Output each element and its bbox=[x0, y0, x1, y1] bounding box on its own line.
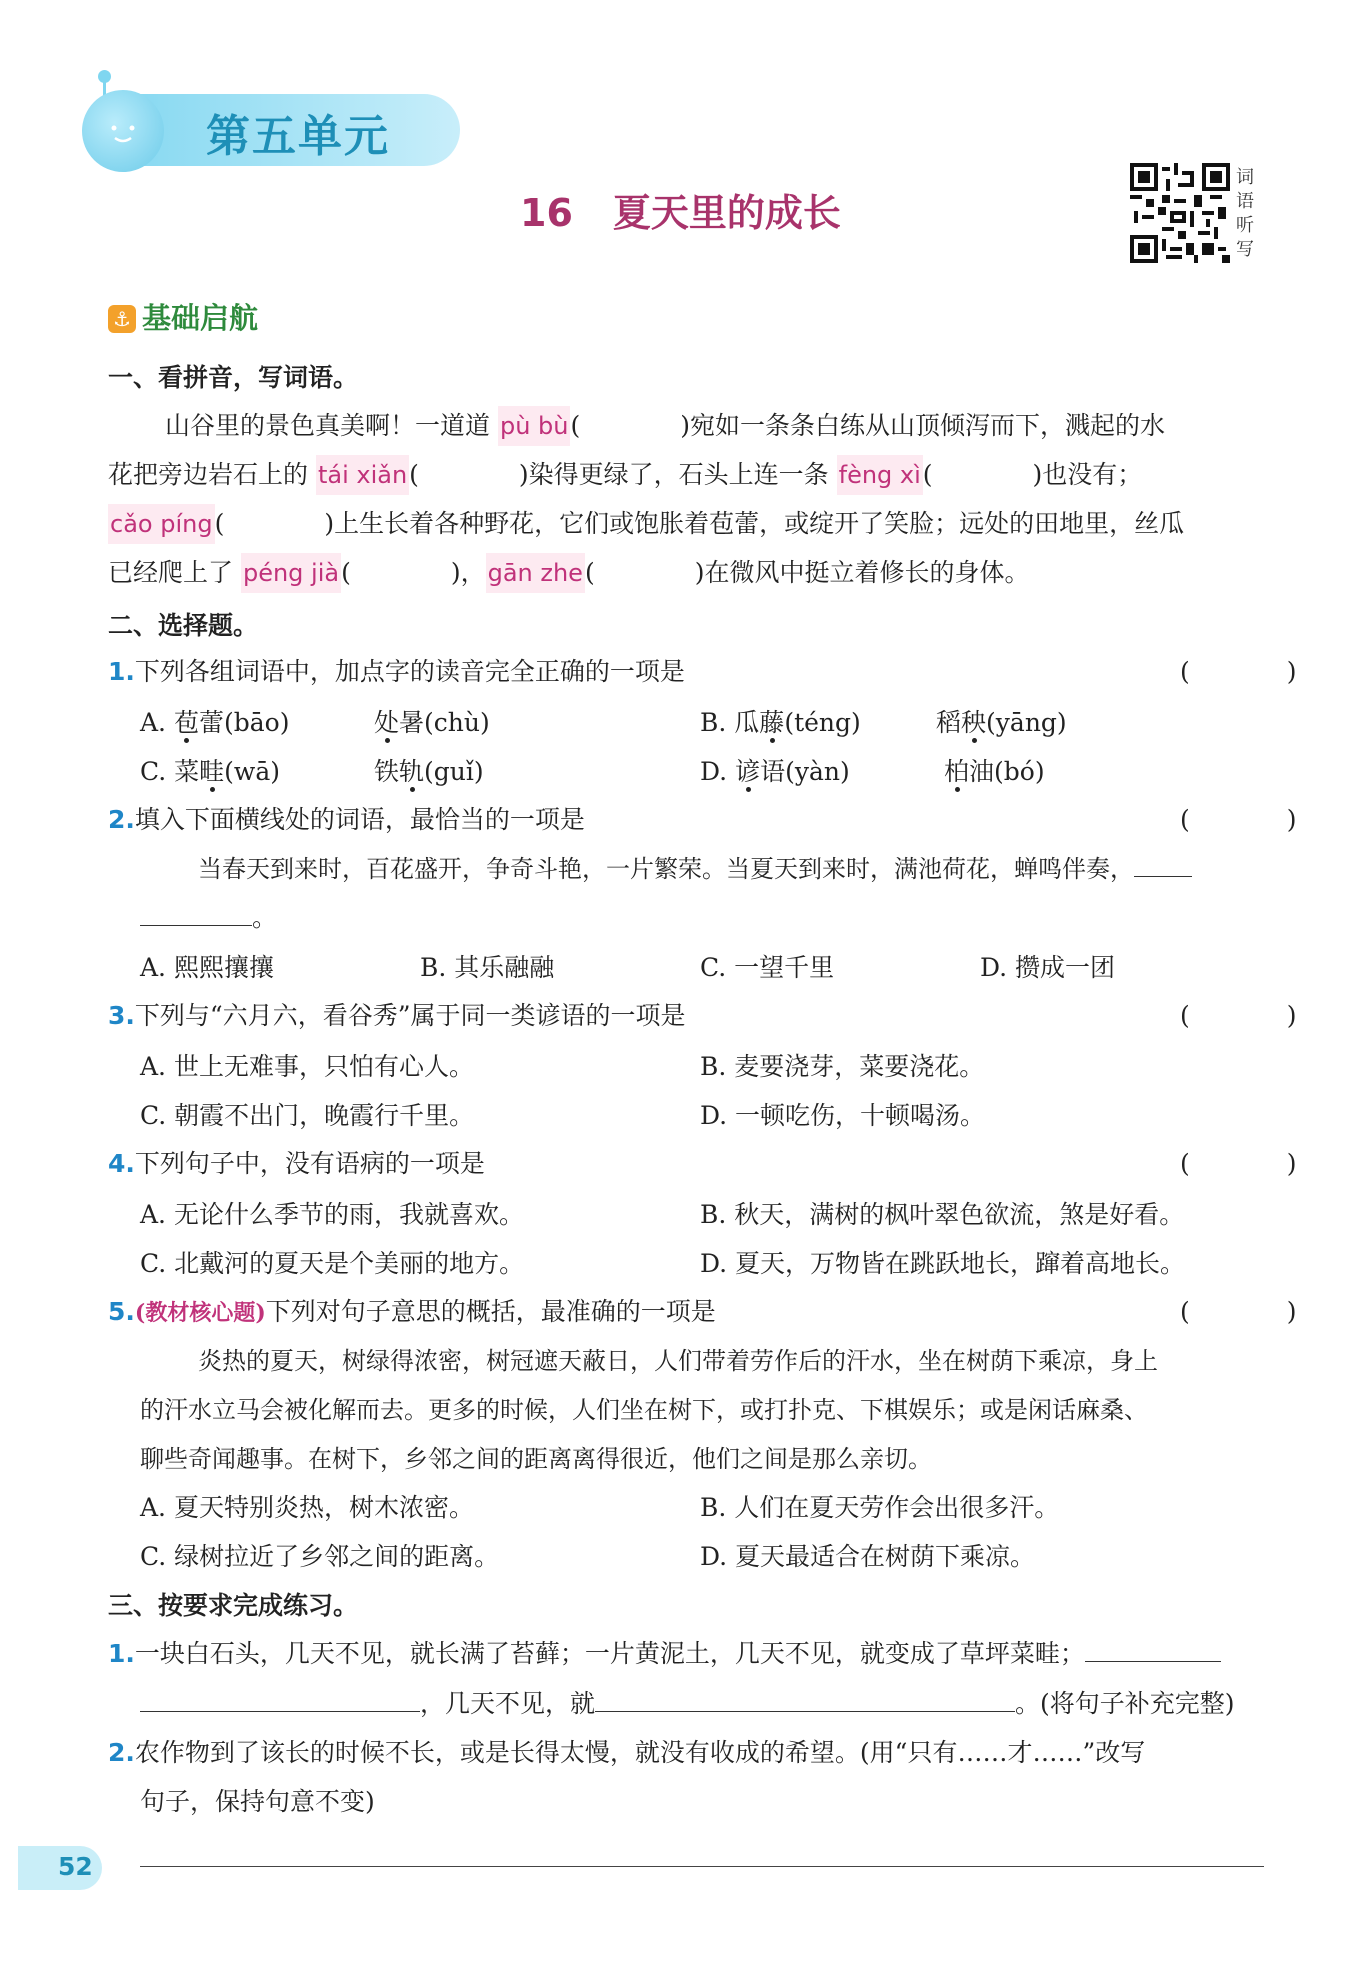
page-number: 52 bbox=[58, 1852, 93, 1881]
option-text: 蕾(bāo) bbox=[198, 708, 290, 737]
dotted-char: 秧 bbox=[961, 708, 987, 737]
part1-line bbox=[108, 504, 1184, 544]
exercise-line bbox=[108, 1733, 1145, 1773]
exercise-line bbox=[108, 1634, 1221, 1674]
dotted-char: 轨 bbox=[399, 757, 425, 786]
exercise-text: ，几天不见，就 bbox=[420, 1689, 596, 1718]
answer-line[interactable] bbox=[140, 1866, 1264, 1867]
question-text: 下列与“六月六，看谷秀”属于同一类谚语的一项是 bbox=[134, 1001, 686, 1030]
part2-heading: 二、选择题。 bbox=[108, 611, 259, 640]
pinyin-prompt: gān zhe bbox=[486, 553, 585, 593]
passage-line: 炎热的夏天，树绿得浓密，树冠遮天蔽日，人们带着劳作后的汗水，坐在树荫下乘凉，身上 bbox=[198, 1347, 1158, 1375]
answer-blank[interactable]: ( )上生长着各种野花，它们或饱胀着苞蕾，或绽开了笑脸；远处的田地里，丝瓜 bbox=[214, 509, 1185, 538]
passage-line: 的汗水立马会被化解而去。更多的时候，人们坐在树下，或打扑克、下棋娱乐；或是闲话麻桑、 bbox=[140, 1396, 1148, 1424]
section-heading bbox=[108, 296, 258, 337]
option-text: 暑(chù) bbox=[399, 708, 490, 737]
answer-blank[interactable]: ( )染得更绿了，石头上连一条 bbox=[409, 460, 837, 489]
option-text: 语(yàn) bbox=[760, 757, 850, 786]
option-text: (téng) bbox=[784, 708, 861, 737]
question-number: 2. bbox=[108, 1738, 135, 1767]
fill-blank[interactable] bbox=[140, 1685, 420, 1712]
option-c[interactable]: C. 北戴河的夏天是个美丽的地方。 bbox=[140, 1249, 525, 1278]
question-stem bbox=[108, 1292, 716, 1333]
text: 山谷里的景色真美啊！一道道 bbox=[165, 411, 498, 440]
option-d[interactable]: D. 一顿吃伤，十顿喝汤。 bbox=[700, 1101, 986, 1130]
question-text: 填入下面横线处的词语，最恰当的一项是 bbox=[134, 805, 585, 834]
question-stem bbox=[108, 996, 685, 1036]
option-b[interactable]: B. 秋天，满树的枫叶翠色欲流，煞是好看。 bbox=[700, 1200, 1185, 1229]
lesson-title bbox=[520, 182, 841, 237]
question-number: 1. bbox=[108, 657, 135, 686]
dotted-char: 畦 bbox=[199, 757, 225, 786]
part3-heading: 三、按要求完成练习。 bbox=[108, 1591, 359, 1620]
part1-line bbox=[165, 406, 1165, 446]
pinyin-prompt: fèng xì bbox=[837, 455, 923, 495]
pinyin-prompt: cǎo píng bbox=[108, 504, 215, 544]
option-c[interactable]: C. 朝霞不出门，晚霞行千里。 bbox=[140, 1101, 475, 1130]
dotted-char: 藤 bbox=[759, 708, 785, 737]
dotted-char: 谚 bbox=[735, 757, 761, 786]
option-d[interactable]: D. 攒成一团 bbox=[980, 953, 1116, 982]
option-a[interactable]: A. 熙熙攘攘 bbox=[140, 953, 274, 982]
anchor-icon: ⚓ bbox=[108, 305, 136, 333]
pinyin-prompt: péng jià bbox=[241, 553, 341, 593]
answer-blank[interactable]: ( )也没有； bbox=[922, 460, 1143, 489]
question-passage-end bbox=[140, 898, 277, 938]
option-a-word2 bbox=[374, 703, 490, 739]
section-title: 基础启航 bbox=[142, 301, 259, 335]
question-stem bbox=[108, 1144, 485, 1184]
fill-blank[interactable] bbox=[1134, 850, 1192, 877]
option-text: 油(bó) bbox=[969, 757, 1045, 786]
option-a[interactable]: A. 世上无难事，只怕有心人。 bbox=[140, 1052, 474, 1081]
part1-heading: 一、看拼音，写词语。 bbox=[108, 363, 359, 392]
option-text: 稻 bbox=[936, 708, 962, 737]
option-text: 铁 bbox=[374, 757, 400, 786]
option-a[interactable]: A. 夏天特别炎热，树木浓密。 bbox=[140, 1493, 474, 1522]
option-c-word2 bbox=[374, 752, 484, 788]
question-number: 3. bbox=[108, 1001, 135, 1030]
text: 已经爬上了 bbox=[108, 558, 241, 587]
option-a[interactable] bbox=[140, 703, 289, 739]
exercise-line bbox=[140, 1684, 1235, 1724]
pinyin-prompt: pù bù bbox=[498, 406, 571, 446]
dotted-char: 柏 bbox=[944, 757, 970, 786]
option-text: (yāng) bbox=[986, 708, 1067, 737]
question-passage bbox=[198, 849, 1192, 889]
option-label: C. bbox=[140, 757, 167, 786]
core-question-tag: (教材核心题) bbox=[134, 1300, 266, 1326]
lesson-number: 16 bbox=[520, 191, 573, 235]
question-text: 下列对句子意思的概括，最准确的一项是 bbox=[265, 1297, 716, 1326]
option-b[interactable]: B. 人们在夏天劳作会出很多汗。 bbox=[700, 1493, 1060, 1522]
answer-parens[interactable]: ( ) bbox=[1180, 1297, 1333, 1326]
question-stem bbox=[108, 652, 685, 692]
exercise-text: 。(将句子补充完整) bbox=[1015, 1689, 1235, 1718]
fill-blank[interactable] bbox=[140, 899, 252, 926]
option-c[interactable]: C. 绿树拉近了乡邻之间的距离。 bbox=[140, 1542, 500, 1571]
option-text: (wā) bbox=[224, 757, 280, 786]
option-label: B. bbox=[700, 708, 727, 737]
question-text: 下列各组词语中，加点字的读音完全正确的一项是 bbox=[134, 657, 685, 686]
pinyin-prompt: tái xiǎn bbox=[316, 455, 409, 495]
passage-line: 聊些奇闻趣事。在树下，乡邻之间的距离离得很近，他们之间是那么亲切。 bbox=[140, 1445, 932, 1473]
option-b[interactable] bbox=[700, 703, 861, 739]
option-a[interactable]: A. 无论什么季节的雨，我就喜欢。 bbox=[140, 1200, 524, 1229]
qr-caption: 词语听写 bbox=[1236, 167, 1254, 260]
passage-text: 当春天到来时，百花盛开，争奇斗艳，一片繁荣。当夏天到来时，满池荷花，蝉鸣伴奏， bbox=[198, 855, 1134, 883]
option-text: 菜 bbox=[174, 757, 200, 786]
option-b[interactable]: B. 麦要浇芽，菜要浇花。 bbox=[700, 1052, 985, 1081]
unit-title: 第五单元 bbox=[206, 111, 390, 162]
question-number: 2. bbox=[108, 805, 135, 834]
option-d[interactable] bbox=[700, 752, 850, 788]
option-c[interactable] bbox=[140, 752, 280, 788]
exercise-line: 句子，保持句意不变) bbox=[140, 1787, 375, 1816]
smiley-bubble-icon bbox=[82, 90, 164, 172]
question-number: 4. bbox=[108, 1149, 135, 1178]
option-text: 瓜 bbox=[734, 708, 760, 737]
answer-blank[interactable]: ( )在微风中挺立着修长的身体。 bbox=[584, 558, 1030, 587]
option-b[interactable]: B. 其乐融融 bbox=[420, 953, 555, 982]
text: 花把旁边岩石上的 bbox=[108, 460, 316, 489]
exercise-text: 一块白石头，几天不见，就长满了苔藓；一片黄泥土，几天不见，就变成了草坪菜畦； bbox=[134, 1639, 1085, 1668]
question-number: 1. bbox=[108, 1639, 135, 1668]
dotted-char: 苞 bbox=[173, 708, 199, 737]
answer-parens[interactable]: ( ) bbox=[1180, 1001, 1333, 1030]
question-text: 下列句子中，没有语病的一项是 bbox=[134, 1149, 485, 1178]
exercise-text: 农作物到了该长的时候不长，或是长得太慢，就没有收成的希望。(用“只有……才……”改写 bbox=[134, 1738, 1146, 1767]
passage-text: 。 bbox=[252, 903, 278, 932]
answer-parens[interactable]: ( ) bbox=[1180, 805, 1333, 834]
option-c[interactable]: C. 一望千里 bbox=[700, 953, 835, 982]
banner-decoration bbox=[98, 70, 111, 83]
answer-blank[interactable]: ( )， bbox=[341, 558, 486, 587]
option-d[interactable]: D. 夏天最适合在树荫下乘凉。 bbox=[700, 1542, 1036, 1571]
question-stem bbox=[108, 800, 585, 840]
dotted-char: 处 bbox=[374, 708, 400, 737]
answer-parens[interactable]: ( ) bbox=[1180, 1149, 1333, 1178]
question-number: 5. bbox=[108, 1297, 135, 1326]
option-d-word2 bbox=[944, 752, 1045, 788]
part1-line bbox=[108, 455, 1142, 495]
lesson-name: 夏天里的成长 bbox=[612, 191, 841, 235]
part1-line bbox=[108, 553, 1029, 593]
answer-blank[interactable]: ( )宛如一条条白练从山顶倾泻而下，溅起的水 bbox=[570, 411, 1165, 440]
fill-blank[interactable] bbox=[1085, 1635, 1221, 1662]
option-d[interactable]: D. 夏天，万物皆在跳跃地长，蹿着高地长。 bbox=[700, 1249, 1186, 1278]
option-label: A. bbox=[140, 708, 167, 737]
answer-parens[interactable]: ( ) bbox=[1180, 657, 1333, 686]
fill-blank[interactable] bbox=[595, 1685, 1015, 1712]
option-b-word2 bbox=[936, 703, 1067, 739]
option-label: D. bbox=[700, 757, 728, 786]
option-text: (guǐ) bbox=[424, 757, 484, 786]
qr-code-icon[interactable] bbox=[1130, 163, 1230, 263]
